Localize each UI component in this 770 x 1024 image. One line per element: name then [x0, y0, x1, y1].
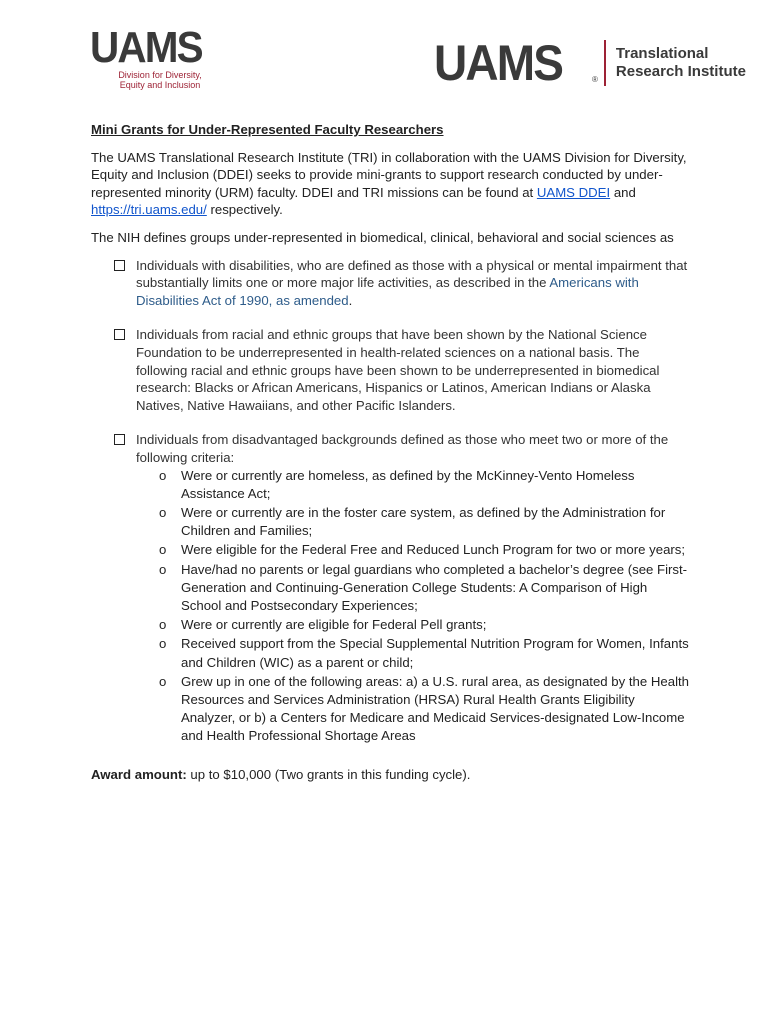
award-label: Award amount:: [91, 766, 187, 782]
period: .: [348, 292, 353, 308]
disadvantaged-text: Individuals from disadvantaged backgrounds defined as those who meet two or more of the following criteria:: [136, 432, 669, 465]
disabilities-text: Individuals with disabilities, who are defined as those with a physical or mental impairment that substantially limits one or more major life activities, as described in the: [136, 257, 688, 291]
list-item: o Grew up in one of the following areas: a) a U.S. rural area, as designated by the Health Resources and Services Administration (HRSA) Rural Health Grants Eligibility Analyzer, or b) a Centers for Medicare and Medicaid Services-designated Low-Income and Health Professional Shortage Areas: [159, 673, 690, 744]
circle-bullet-icon: o: [159, 504, 167, 520]
list-item: o Were or currently are in the foster care system, as defined by the Administration for Children and Families;: [159, 504, 666, 539]
tri-logo-text: [616, 45, 746, 81]
checkbox-bullet-icon: [114, 329, 125, 340]
tri-logo-line-2: Research Institute: [615, 63, 746, 80]
list-item: o Were or currently are homeless, as defined by the McKinney-Vento Homeless Assistance Act;: [159, 467, 635, 501]
racial-ethnic-text: Individuals from racial and ethnic groups that have been shown by the National Science Foundation to be underrepresented in health-related sciences on a national basis. The following racial and ethnic groups have been shown to be underrepresented in biomedical research: Blacks or African Americans, Hispanics or Latinos, American Indians or Alaska Natives, Native Hawaiians, and other Pacific Islanders.: [136, 327, 660, 413]
list-item: o Were or currently are eligible for Federal Pell grants;: [181, 616, 691, 634]
intro-paragraph: [91, 149, 691, 219]
award-amount: [91, 766, 691, 784]
list-item: o Received support from the Special Supplemental Nutrition Program for Women, Infants and Children (WIC) as a parent or child;: [159, 636, 689, 670]
criteria-disadvantaged: [136, 431, 691, 745]
circle-bullet-icon: o: [159, 673, 167, 689]
registered-mark: ®: [592, 75, 598, 84]
tri-website-link[interactable]: https://tri.uams.edu/: [91, 202, 207, 218]
uams-ddei-link[interactable]: UAMS DDEI: [536, 184, 611, 200]
circle-bullet-icon: o: [159, 636, 167, 652]
checkbox-bullet-icon: [114, 260, 125, 271]
ada-link[interactable]: Americans with Disabilities Act of 1990, as amended: [136, 275, 639, 308]
circle-bullet-icon: o: [159, 542, 167, 558]
ddei-logo-subtitle: Division for Diversity, Equity and Inclusion: [118, 70, 202, 90]
circle-bullet-icon: o: [159, 467, 167, 483]
uams-ddei-logo: [90, 23, 220, 90]
award-value: up to $10,000 (Two grants in this funding cycle).: [190, 766, 471, 782]
document-body: [91, 121, 691, 793]
logo-divider: [604, 40, 606, 86]
list-item: o Have/had no parents or legal guardians who completed a bachelor’s degree (see First-Generation and Continuing-Generation College Students: A Comparison of High School and Postsecondary Experiences;: [159, 561, 688, 613]
respectively-text: respectively.: [210, 202, 283, 218]
and-text: and: [613, 184, 636, 200]
nih-definition-paragraph: The NIH defines groups under-represented in biomedical, clinical, behavioral and social sciences as: [91, 229, 674, 245]
circle-bullet-icon: o: [159, 561, 167, 577]
page-title: Mini Grants for Under-Represented Faculty Researchers: [91, 122, 444, 137]
circle-bullet-icon: o: [159, 617, 167, 633]
disadvantaged-criteria-list: [136, 467, 691, 746]
checkbox-bullet-icon: [114, 434, 125, 445]
uams-tri-logo: [434, 35, 746, 91]
uams-wordmark: UAMS: [90, 23, 202, 72]
tri-logo-line-1: Translational: [615, 45, 709, 62]
list-item: o Were eligible for the Federal Free and Reduced Lunch Program for two or more years;: [181, 541, 691, 559]
criteria-racial-ethnic: [136, 326, 691, 414]
intro-text: The UAMS Translational Research Institute (TRI) in collaboration with the UAMS Division for Diversity, Equity and Inclusion (DDEI) seeks to provide mini-grants to support research conducted by under-represented minority (URM) faculty. DDEI and TRI missions can be found at: [91, 149, 687, 200]
uams-wordmark-large: UAMS: [434, 35, 563, 91]
criteria-disabilities: [136, 257, 691, 310]
